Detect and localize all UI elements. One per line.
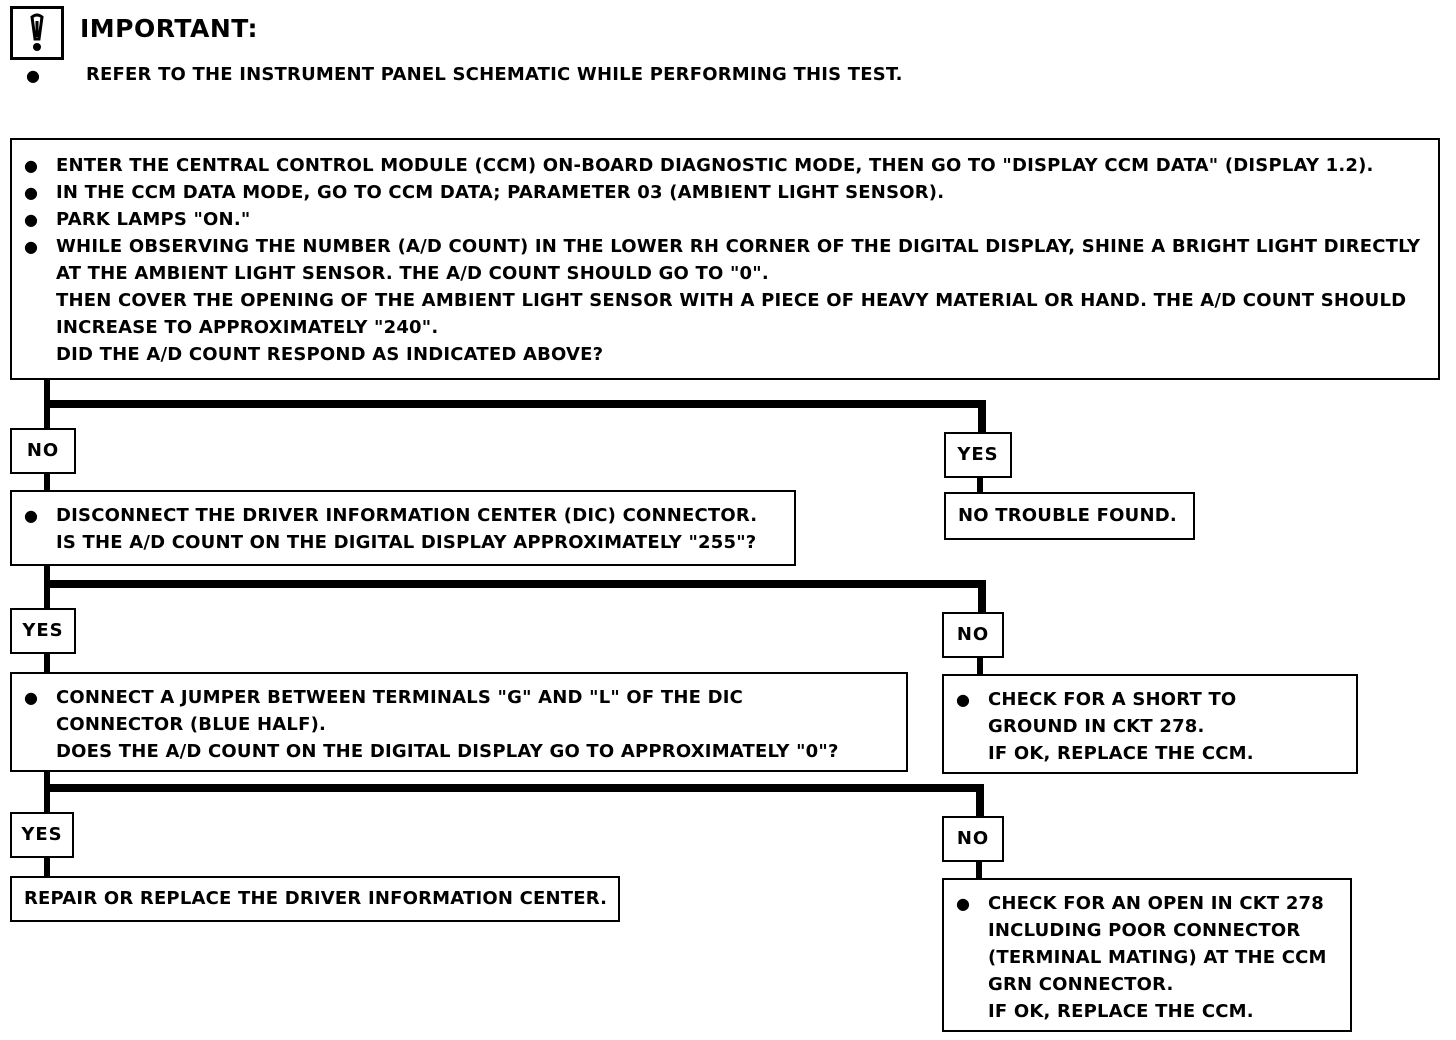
step3-box (10, 672, 908, 772)
step1-bullet-4: ● WHILE OBSERVING THE NUMBER (A/D COUNT) IN THE LOWER RH CORNER OF THE DIGITAL DISPLAY, SHINE A BRIGHT LIGHT DIRECTLY AT THE AMBIENT LIGHT SENSOR. THE A/D COUNT SHOULD GO TO "0". (12, 233, 1438, 287)
label-yes-3: YES (10, 812, 74, 858)
short-check-bullet: ● CHECK FOR A SHORT TO GROUND IN CKT 278. (944, 686, 1356, 740)
open-check-bullet: ● CHECK FOR AN OPEN IN CKT 278 INCLUDING POOR CONNECTOR (TERMINAL MATING) AT THE CCM GRN CONNECTOR. (944, 890, 1350, 998)
step2-question: IS THE A/D COUNT ON THE DIGITAL DISPLAY APPROXIMATELY "255"? (56, 532, 757, 553)
warning-exclamation-icon (10, 6, 64, 60)
header-bullet-icon: ● (26, 66, 40, 85)
step2-bullet: ● DISCONNECT THE DRIVER INFORMATION CENTER (DIC) CONNECTOR. (12, 502, 794, 529)
step3-bullet: ● CONNECT A JUMPER BETWEEN TERMINALS "G" AND "L" OF THE DIC CONNECTOR (BLUE HALF). (12, 684, 906, 738)
connector-line (44, 770, 50, 816)
label-yes-2: YES (10, 608, 76, 654)
connector-line (44, 564, 50, 612)
step1-question: DID THE A/D COUNT RESPOND AS INDICATED ABOVE? (56, 344, 604, 365)
label-no-1: NO (10, 428, 76, 474)
important-title: IMPORTANT: (80, 14, 258, 43)
open-circuit-box (942, 878, 1352, 1032)
short-check-ok: IF OK, REPLACE THE CCM. (988, 743, 1254, 764)
step1-bullet-3: ● PARK LAMPS "ON." (12, 206, 1438, 233)
connector-line (978, 580, 986, 616)
label-no-2: NO (942, 612, 1004, 658)
step2-box (10, 490, 796, 566)
repair-dic-box: REPAIR OR REPLACE THE DRIVER INFORMATION CENTER. (10, 876, 620, 922)
connector-line (44, 472, 50, 492)
connector-line (44, 580, 986, 588)
step1-box (10, 138, 1440, 380)
no-trouble-found-box: NO TROUBLE FOUND. (944, 492, 1195, 540)
label-no-3: NO (942, 816, 1004, 862)
connector-line (977, 656, 983, 676)
step1-bullet-2: ● IN THE CCM DATA MODE, GO TO CCM DATA; PARAMETER 03 (AMBIENT LIGHT SENSOR). (12, 179, 1438, 206)
open-check-ok: IF OK, REPLACE THE CCM. (988, 1001, 1254, 1022)
step1-continuation-1: THEN COVER THE OPENING OF THE AMBIENT LIGHT SENSOR WITH A PIECE OF HEAVY MATERIAL OR HAND. THE A/D COUNT SHOULD INCREASE TO APPROXIMATELY "240". (56, 290, 1407, 338)
connector-line (44, 652, 50, 674)
step3-question: DOES THE A/D COUNT ON THE DIGITAL DISPLAY GO TO APPROXIMATELY "0"? (56, 741, 839, 762)
label-yes-1: YES (944, 432, 1012, 478)
important-note: REFER TO THE INSTRUMENT PANEL SCHEMATIC WHILE PERFORMING THIS TEST. (86, 64, 903, 85)
connector-line (44, 400, 986, 408)
connector-line (978, 400, 986, 432)
short-to-ground-box (942, 674, 1358, 774)
step1-bullet-1: ● ENTER THE CENTRAL CONTROL MODULE (CCM) ON-BOARD DIAGNOSTIC MODE, THEN GO TO "DISPLAY CCM DATA" (DISPLAY 1.2). (12, 152, 1438, 179)
connector-line (976, 784, 984, 818)
connector-line (44, 784, 984, 792)
